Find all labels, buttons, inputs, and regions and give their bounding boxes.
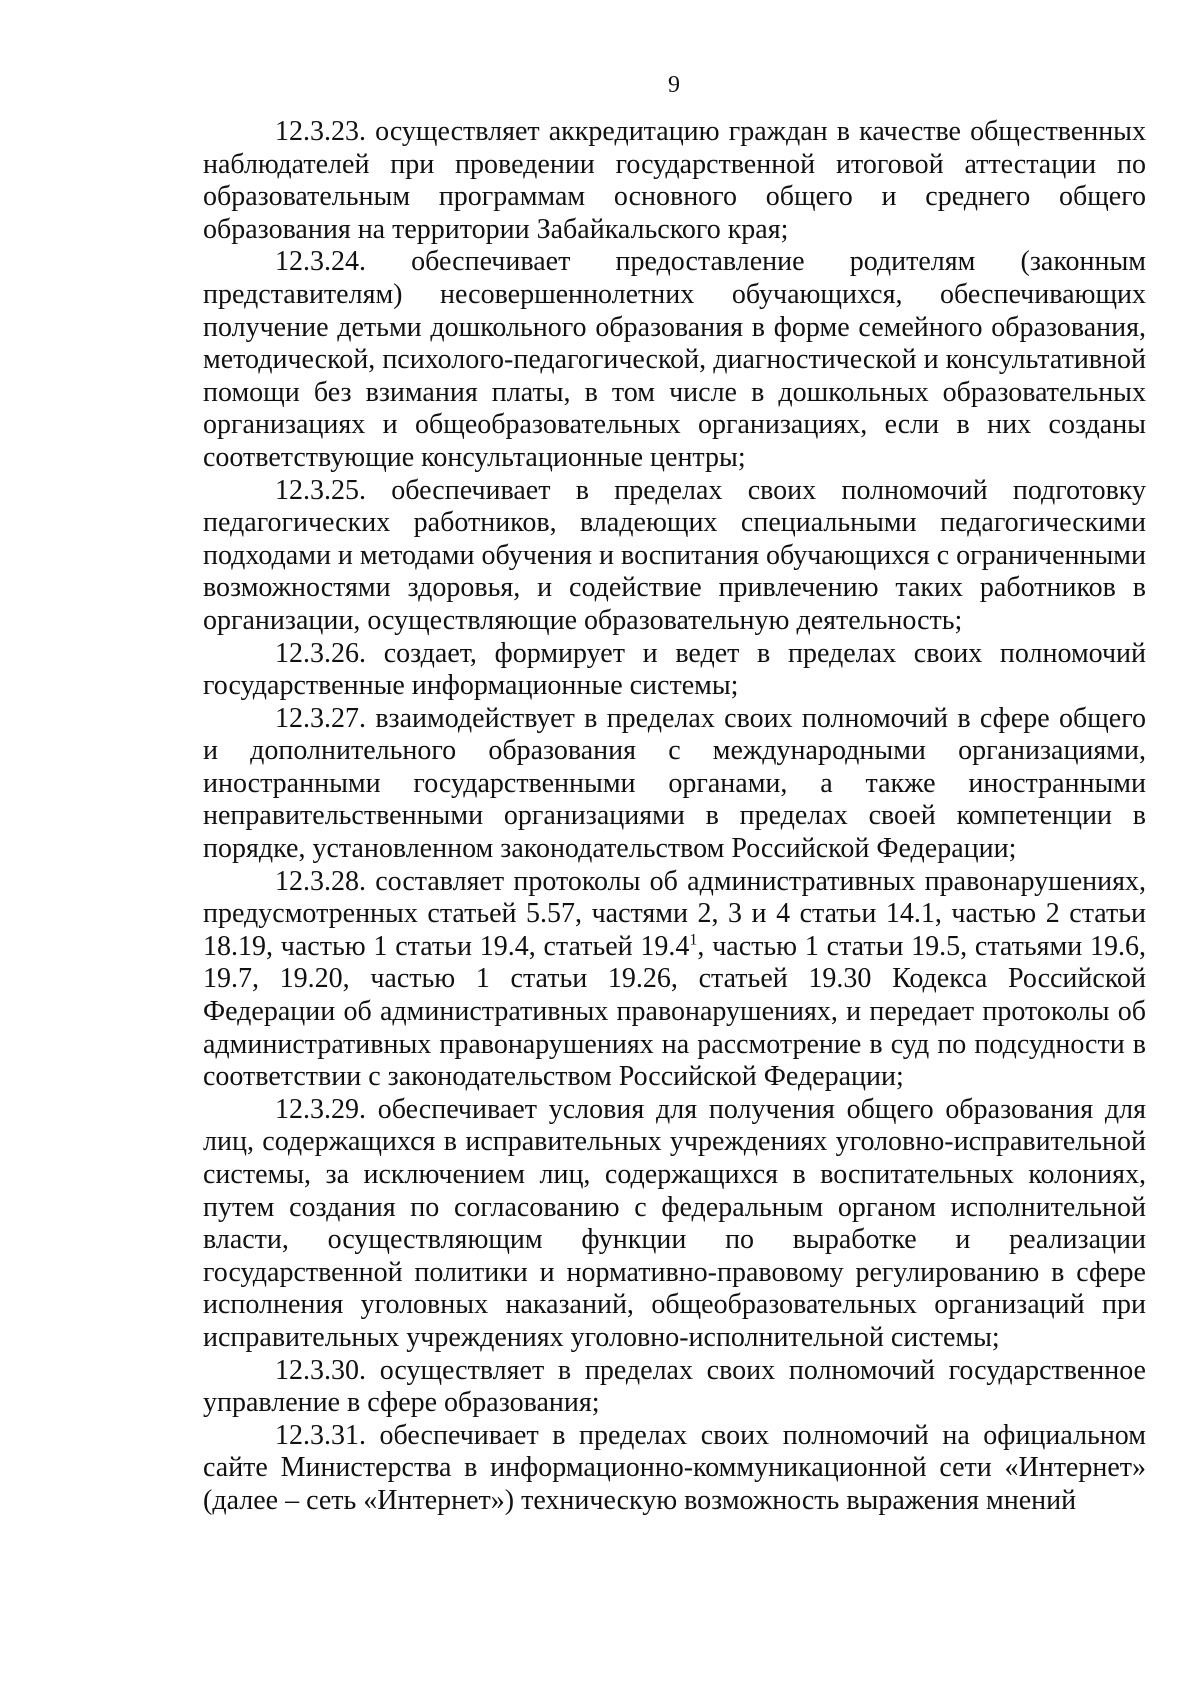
paragraph-12-3-29: 12.3.29. обеспечивает условия для получения общего образования для лиц, содержащихся в исправительных учреждениях уголовно-исправительной системы, за исключением лиц, содержащихся в воспитательных колониях, путем создания по согласованию с федеральным органом исполнительной власти, осуществляющим функции по выработке и реализации государственной политики и нормативно-правовому регулированию в сфере исполнения уголовных наказаний, общеобразовательных организаций при исправительных учреждениях уголовно-исполнительной системы; xyxy=(203,1093,1146,1353)
paragraph-12-3-24: 12.3.24. обеспечивает предоставление родителям (законным представителям) несовершеннолетних обучающихся, обеспечивающих получение детьми дошкольного образования в форме семейного образования, методической, психолого-педагогической, диагностической и консультативной помощи без взимания платы, в том числе в дошкольных образовательных организациях и общеобразовательных организациях, если в них созданы соответствующие консультационные центры; xyxy=(203,246,1146,473)
document-body xyxy=(203,116,1146,1518)
paragraph-12-3-27: 12.3.27. взаимодействует в пределах своих полномочий в сфере общего и дополнительного образования с международными организациями, иностранными государственными органами, а также иностранными неправительственными организациями в пределах своей компетенции в порядке, установленном законодательством Российской Федерации; xyxy=(203,702,1146,865)
paragraph-12-3-28 xyxy=(203,866,1146,1094)
paragraph-text-before-superscript: 12.3.28. составляет протоколы об административных правонарушениях, предусмотренных статьей 5.57, частями 2, 3 и 4 статьи 14.1, частью 2 статьи 18.19, частью 1 статьи 19.4, статьей 19.4 xyxy=(203,865,1146,962)
paragraph-text-after-superscript: , частью 1 статьи 19.5, статьями 19.6, 19.7, 19.20, частью 1 статьи 19.26, статьей 19.30 Кодекса Российской Федерации об административных правонарушениях, и передает протоколы об административных правонарушениях на рассмотрение в суд по подсудности в соответствии с законодательством Российской Федерации; xyxy=(203,930,1147,1093)
paragraph-12-3-30: 12.3.30. осуществляет в пределах своих полномочий государственное управление в сфере образования; xyxy=(203,1354,1146,1419)
paragraph-12-3-23: 12.3.23. осуществляет аккредитацию граждан в качестве общественных наблюдателей при проведении государственной итоговой аттестации по образовательным программам основного общего и среднего общего образования на территории Забайкальского края; xyxy=(203,116,1146,245)
paragraph-12-3-26: 12.3.26. создает, формирует и ведет в пределах своих полномочий государственные информационные системы; xyxy=(203,637,1146,702)
paragraph-12-3-25: 12.3.25. обеспечивает в пределах своих полномочий подготовку педагогических работников, владеющих специальными педагогическими подходами и методами обучения и воспитания обучающихся с ограниченными возможностями здоровья, и содействие привлечению таких работников в организации, осуществляющие образовательную деятельность; xyxy=(203,474,1146,636)
page-number: 9 xyxy=(668,72,680,98)
paragraph-12-3-31: 12.3.31. обеспечивает в пределах своих полномочий на официальном сайте Министерства в информационно-коммуникационной сети «Интернет» (далее – сеть «Интернет») техническую возможность выражения мнений xyxy=(203,1419,1146,1516)
superscript-marker: 1 xyxy=(689,931,698,949)
